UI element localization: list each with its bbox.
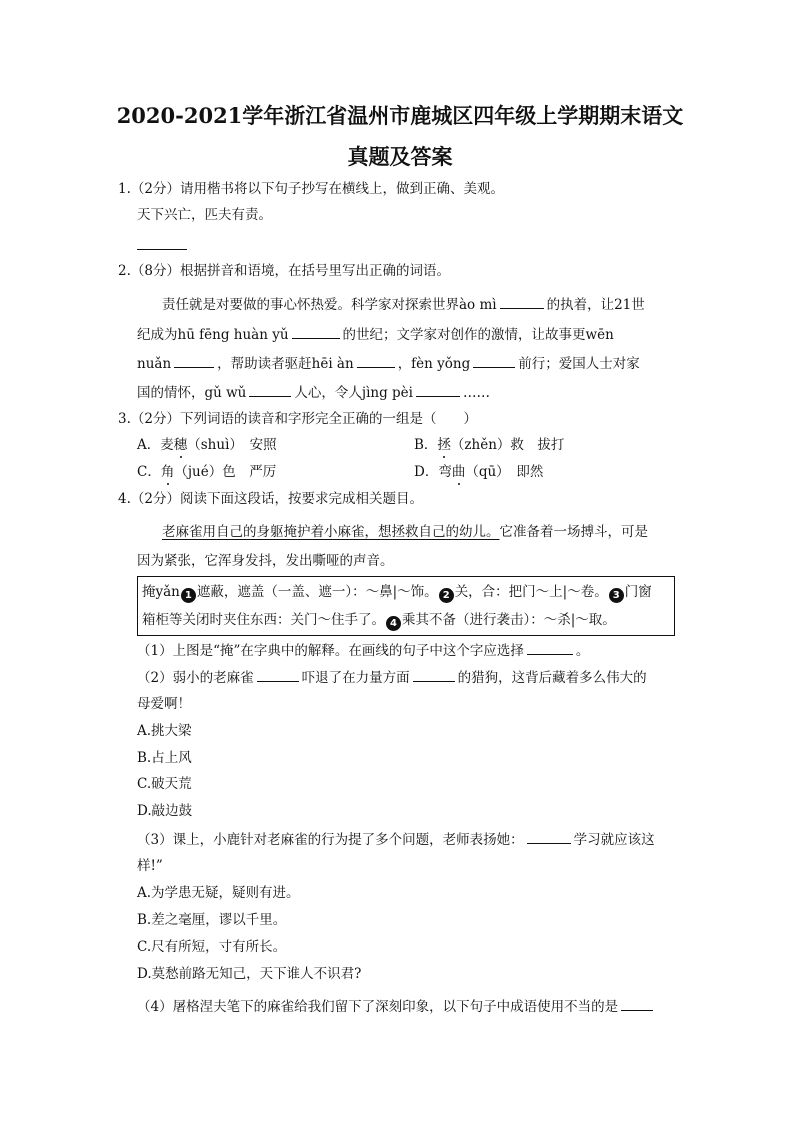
q4-passage-line-2: 因为紧张，它浑身发抖，发出嘶哑的声音。 <box>137 553 394 569</box>
q2-blank-aomi[interactable] <box>500 295 544 309</box>
q3-c-text: C． <box>137 464 161 480</box>
q3-a-rest: （shuì） 安照 <box>187 437 277 453</box>
definition-3-end: 箱柜等关闭时夹住东西：关门～住手了。 <box>142 612 385 628</box>
q4-sub3-option-c[interactable]: C.尺有所短，寸有所长。 <box>137 939 287 955</box>
definition-headword: 掩yǎn <box>142 584 180 600</box>
q2-l4-text-a: 国的情怀，gǔ wǔ <box>137 385 247 401</box>
q4-sub2-option-c[interactable]: C.破天荒 <box>137 776 192 792</box>
q3-c-dotted-char: 角 <box>160 464 175 480</box>
q2-blank-jingpei[interactable] <box>416 383 460 397</box>
q4-sub3-text-a: （3）课上，小鹿针对老麻雀的行为提了多个问题，老师表扬她： <box>137 832 524 848</box>
q3-option-d[interactable] <box>414 463 543 481</box>
q2-blank-hufenghuanyu[interactable] <box>292 325 340 339</box>
q4-sub3-line-2: 样!” <box>137 858 163 874</box>
q4-sub2-option-d[interactable]: D.敲边鼓 <box>137 803 193 819</box>
q4-sub2-text-a: （2）弱小的老麻雀 <box>137 670 254 686</box>
q2-l3-text-d: 前行；爱国人士对家 <box>518 356 640 372</box>
q4-sub2-line-2: 母爱啊！ <box>137 696 191 712</box>
circled-number-2-icon: 2 <box>439 588 454 603</box>
q2-blank-guwu[interactable] <box>249 383 291 397</box>
q4-sub1-text: （1）上图是“掩”在字典中的解释。在画线的句子中这个字应选择 <box>137 643 524 659</box>
q4-sub1 <box>137 641 589 660</box>
q1-stem: 1.（2分）请用楷书将以下句子抄写在横线上，做到正确、美观。 <box>118 181 504 197</box>
q3-c-rest: （jué）色 严厉 <box>174 464 277 480</box>
q4-underlined-sentence: 老麻雀用自己的身躯掩护着小麻雀，想拯救自己的幼儿。 <box>162 524 500 540</box>
q4-stem: 4.（2分）阅读下面这段话，按要求完成相关题目。 <box>118 491 423 507</box>
q4-passage-rest: 它准备着一场搏斗，可是 <box>499 524 648 540</box>
q2-blank-heian[interactable] <box>357 354 395 368</box>
definition-line-2 <box>142 611 616 631</box>
q4-sub1-blank[interactable] <box>527 641 573 655</box>
q4-sub4 <box>137 997 656 1016</box>
q1-answer-line[interactable] <box>137 249 187 250</box>
q2-l1-text-b: 的执着，让21世 <box>546 297 645 313</box>
q3-a-text: A．麦 <box>137 437 174 453</box>
q2-stem: 2.（8分）根据拼音和语境，在括号里写出正确的词语。 <box>118 263 450 279</box>
q3-stem: 3.（2分）下列词语的读音和字形完全正确的一组是（ ） <box>118 411 477 427</box>
q2-blank-wennuan[interactable] <box>174 354 214 368</box>
q4-sub3-option-b[interactable]: B.差之毫厘，谬以千里。 <box>137 912 287 928</box>
definition-2: 关，合：把门～上|～卷。 <box>454 584 608 600</box>
q4-sub2-line-1 <box>137 668 647 687</box>
definition-4: 乘其不备（进行袭击）：～杀|～取。 <box>402 612 616 628</box>
q4-sub4-blank[interactable] <box>621 997 653 1011</box>
q4-sub4-text: （4）屠格涅夫笔下的麻雀给我们留下了深刻印象，以下句子中成语使用不当的是 <box>137 999 619 1015</box>
q2-l2-text-a: 纪成为hū fēng huàn yǔ <box>137 327 289 343</box>
q4-sub3-text-b: 学习就应该这 <box>573 832 655 848</box>
definition-3-start: 门窗 <box>624 584 652 600</box>
q3-d-dotted-char: 曲 <box>451 464 466 480</box>
doc-title-line-1: 2020-2021学年浙江省温州市鹿城区四年级上学期期末语文 <box>116 103 684 128</box>
q2-l1-text-a: 责任就是对要做的事心怀热爱。科学家对探索世界ào mì <box>162 297 497 313</box>
q4-sub3-option-a[interactable]: A.为学患无疑，疑则有进。 <box>137 885 300 901</box>
q4-sub2-text-b: 吓退了在力量方面 <box>301 670 410 686</box>
q3-a-dotted-char: 穗 <box>173 437 188 453</box>
q3-d-rest: （qū） 即然 <box>465 464 544 480</box>
q3-option-b[interactable] <box>414 436 564 454</box>
q2-l4-text-c: …… <box>462 385 490 401</box>
q3-b-rest: （zhěn）救 拔打 <box>450 437 565 453</box>
q2-line-3 <box>137 354 640 373</box>
q4-sub2-text-c: 的猎狗，这背后藏着多么伟大的 <box>457 670 647 686</box>
q3-b-dotted-char: 拯 <box>437 437 451 453</box>
q2-l2-text-b: 的世纪；文学家对创作的激情，让故事更wēn <box>342 327 614 343</box>
q3-b-text: B． <box>414 437 438 453</box>
q4-sub2-option-a[interactable]: A.挑大梁 <box>137 723 192 739</box>
q2-l3-text-c: ，fèn yǒng <box>397 356 471 372</box>
q4-sub3-line-1 <box>137 830 655 849</box>
q4-sub2-blank-1[interactable] <box>257 668 299 682</box>
q3-option-a[interactable] <box>137 436 277 454</box>
q2-line-4 <box>137 383 490 402</box>
q4-passage-line-1 <box>162 523 648 541</box>
q4-sub2-option-b[interactable]: B.占上风 <box>137 750 192 766</box>
q4-sub1-end: 。 <box>575 643 590 659</box>
q4-sub3-option-d[interactable]: D.莫愁前路无知己，天下谁人不识君? <box>137 966 362 982</box>
q4-sub3-blank[interactable] <box>527 830 571 844</box>
circled-number-4-icon: 4 <box>386 616 401 631</box>
q2-l3-text-a: nuǎn <box>137 356 172 372</box>
q2-line-1 <box>162 295 645 314</box>
q2-l4-text-b: 人心，令人jìng pèi <box>294 385 413 401</box>
q1-sentence: 天下兴亡，匹夫有责。 <box>137 207 272 223</box>
q2-line-2 <box>137 325 614 344</box>
circled-number-3-icon: 3 <box>609 588 624 603</box>
dictionary-definition-box <box>137 576 675 636</box>
q2-l3-text-b: ，帮助读者驱赶hēi àn <box>217 356 354 372</box>
q3-option-c[interactable] <box>137 463 276 481</box>
definition-line-1 <box>142 583 652 603</box>
definition-1: 遮蔽，遮盖（一盖、遮一）：～鼻|～饰。 <box>196 584 438 600</box>
circled-number-1-icon: 1 <box>181 588 196 603</box>
doc-title-line-2: 真题及答案 <box>347 144 453 169</box>
q2-blank-fenyong[interactable] <box>473 354 515 368</box>
q3-d-text: D．弯 <box>414 464 452 480</box>
q4-sub2-blank-2[interactable] <box>413 668 455 682</box>
